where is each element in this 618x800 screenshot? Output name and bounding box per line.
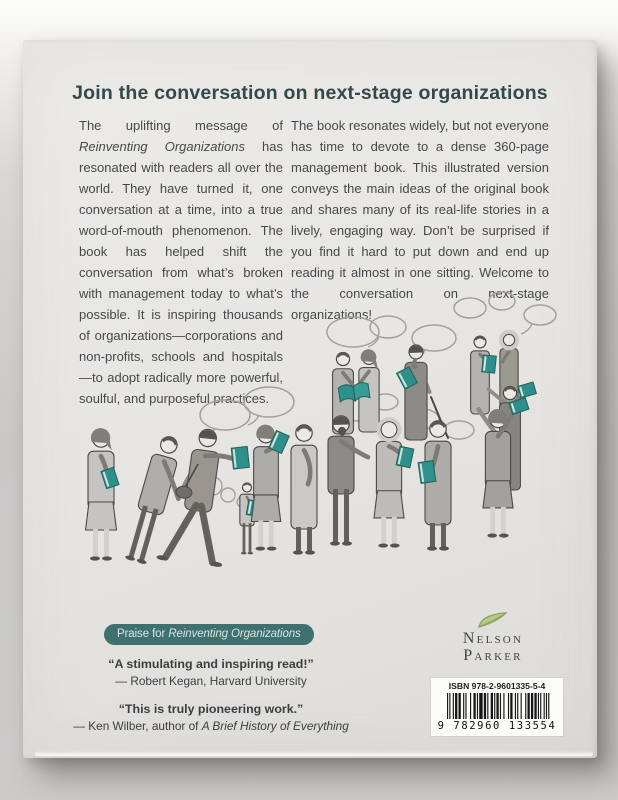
person-figure bbox=[328, 416, 368, 546]
praise-badge-prefix: Praise for bbox=[117, 628, 169, 640]
praise-badge-title: Reinventing Organizations bbox=[168, 628, 301, 640]
thought-loop bbox=[221, 488, 235, 502]
person-figure bbox=[471, 336, 497, 414]
person-figure bbox=[86, 428, 119, 561]
quote-2-text: “This is truly pioneering work.” bbox=[118, 702, 304, 716]
isbn-label: ISBN 978-2-9601335-5-4 bbox=[448, 681, 546, 691]
quote-2-attribution-prefix: — Ken Wilber, author of bbox=[73, 719, 202, 733]
isbn-digits: 9 782960 133554 bbox=[437, 720, 557, 732]
quote-1-text: “A stimulating and inspiring read!” bbox=[108, 657, 314, 671]
isbn-block bbox=[431, 678, 563, 736]
speech-bubble bbox=[489, 292, 515, 310]
praise-quotes bbox=[51, 657, 371, 747]
person-figure bbox=[291, 425, 317, 555]
crowd-illustration bbox=[23, 280, 597, 630]
person-figure bbox=[251, 425, 289, 551]
quote-2-attribution-book: A Brief History of Everything bbox=[201, 719, 349, 733]
intro-left-text: The uplifting message of bbox=[79, 118, 283, 133]
page-edge-highlight bbox=[35, 751, 593, 756]
praise-badge bbox=[104, 624, 314, 645]
book-title-italic: Reinventing Organizations bbox=[79, 138, 245, 154]
publisher-logo bbox=[425, 610, 561, 665]
speech-bubble bbox=[444, 421, 474, 439]
leaf-icon bbox=[475, 610, 511, 630]
teal-book bbox=[482, 355, 497, 373]
speech-bubble bbox=[521, 305, 556, 334]
cover-headline: Join the conversation on next-stage organizations bbox=[72, 82, 548, 104]
person-figure bbox=[479, 398, 529, 538]
speech-bubble bbox=[368, 316, 406, 347]
quote-1-attribution: — Robert Kegan, Harvard University bbox=[115, 674, 307, 688]
person-figure bbox=[123, 433, 194, 568]
publisher-name-line1: Nelson bbox=[462, 630, 524, 647]
teal-book bbox=[518, 382, 537, 398]
teal-book bbox=[418, 461, 436, 484]
intro-left-text-cont: has resonated with readers all over the world. They have turned it, one conversation at a time, into a true word-of-mouth phenomenon. The book has helped shift the conversation from what’s broken with management today to what’s possible. It is inspiring thousands of organizations—corporations and non-profits, schools and hospitals—to adopt radically more powerful, soulful, and purposeful practices. bbox=[79, 138, 283, 406]
barcode bbox=[441, 693, 553, 721]
book-back-cover bbox=[23, 40, 597, 758]
speech-bubble bbox=[454, 298, 486, 318]
speech-bubble bbox=[244, 387, 294, 425]
quote-2-attribution bbox=[51, 719, 371, 733]
publisher-name-line2: Parker bbox=[463, 646, 523, 664]
intro-right-paragraph: The book resonates widely, but not everyone has time to devote to a dense 360-page management book. This illustrated version conveys the main ideas of the original book and shares many of its real-life stories in a lively, engaging way. Don’t be surprised if you find it hard to put down and end up reading it almost in one sitting. Welcome to the conversation on next-stage organizations! bbox=[291, 118, 549, 322]
teal-book bbox=[231, 446, 249, 469]
